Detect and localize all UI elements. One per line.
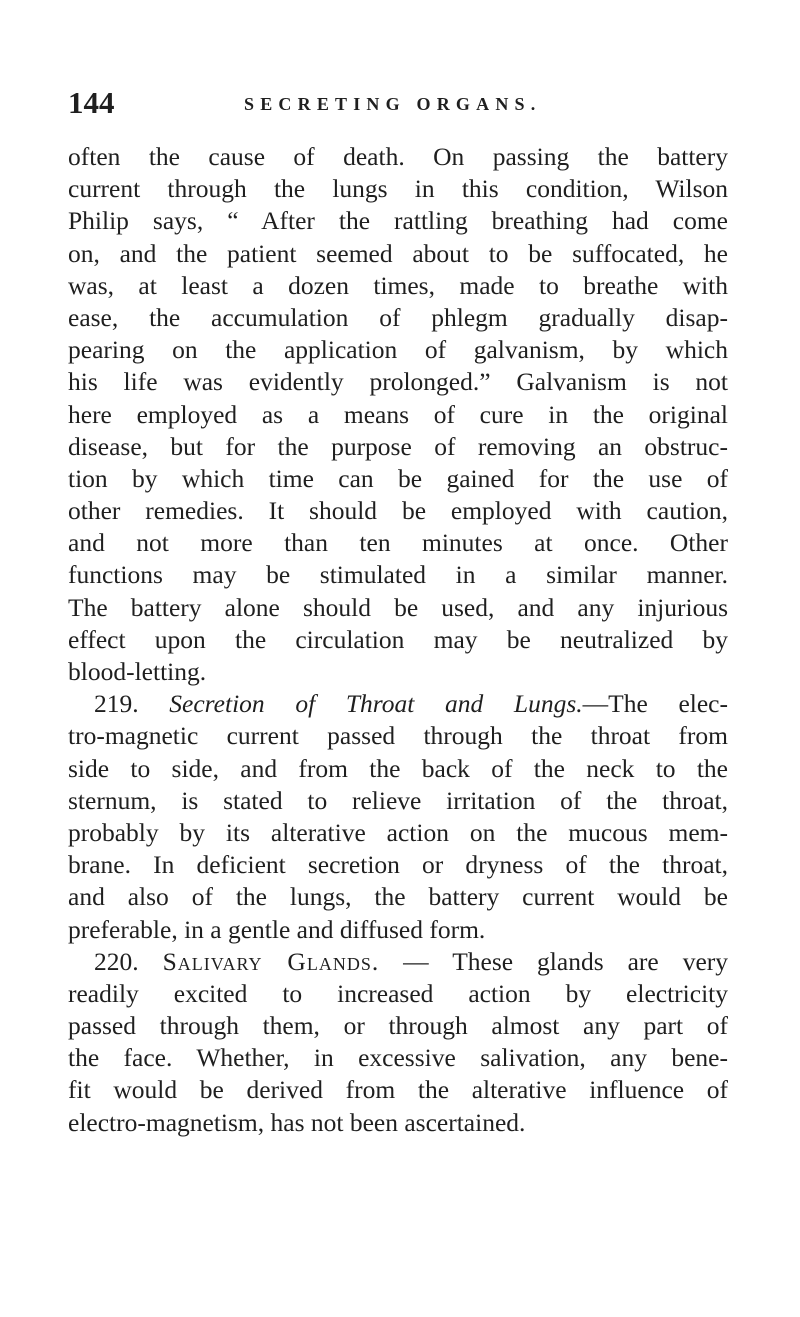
text-line: readily excited to increased action by electricity [68, 978, 728, 1008]
text-line: pearing on the application of galvanism, by which [68, 335, 728, 365]
text-line: electro-magnetism, has not been ascertained. [68, 1107, 526, 1137]
text-line: and also of the lungs, the battery current would be [68, 882, 728, 912]
section-220-number: 220. [94, 946, 139, 976]
text-line: disease, but for the purpose of removing an obstruc- [68, 431, 728, 461]
text-line: passed through them, or through almost any part of [68, 1011, 728, 1041]
text-line: effect upon the circulation may be neutralized by [68, 624, 728, 654]
text-line: brane. In deficient secretion or dryness of the throat, [68, 850, 728, 880]
text-line: Philip says, “ After the rattling breathing had come [68, 206, 728, 236]
text-line: tion by which time can be gained for the use of [68, 463, 728, 493]
section-219-dash: — [582, 689, 609, 719]
section-220-text: These glands are very [452, 946, 729, 976]
section-220-title: Salivary Glands. [162, 946, 380, 976]
running-title: SECRETING ORGANS. [244, 94, 542, 114]
text-line: other remedies. It should be employed with caution, [68, 496, 728, 526]
section-219-text: The elec- [608, 689, 728, 719]
text-line: The battery alone should be used, and any injurious [68, 592, 728, 622]
text-line: the face. Whether, in excessive salivation, any bene- [68, 1043, 728, 1073]
text-line: probably by its alterative action on the mucous mem- [68, 817, 728, 847]
text-line: blood-letting. [68, 657, 207, 686]
section-220-dash: — [379, 946, 453, 976]
text-line: often the cause of death. On passing the battery [68, 142, 728, 171]
text-line: tro-magnetic current passed through the throat from [68, 721, 728, 751]
section-219-number: 219. [94, 689, 139, 719]
text-line: and not more than ten minutes at once. Other [68, 528, 728, 558]
section-220-heading-line [68, 946, 728, 978]
text-line: functions may be stimulated in a similar manner. [68, 560, 728, 590]
text-line: current through the lungs in this condition, Wilson [68, 174, 728, 204]
text-line: here employed as a means of cure in the original [68, 399, 728, 429]
text-line: on, and the patient seemed about to be suffocated, he [68, 238, 728, 268]
section-219-title: Secretion of Throat and Lungs. [169, 689, 583, 719]
text-line: side to side, and from the back of the neck to the [68, 753, 728, 783]
text-line: fit would be derived from the alterative influence of [68, 1075, 728, 1105]
page-number: 144 [68, 85, 115, 120]
running-head [68, 83, 768, 127]
text-line: his life was evidently prolonged.” Galvanism is not [68, 367, 728, 397]
text-line: was, at least a dozen times, made to breathe with [68, 270, 728, 300]
text-line: preferable, in a gentle and diffused form. [68, 914, 486, 944]
body-text [68, 141, 728, 1139]
text-line: sternum, is stated to relieve irritation of the throat, [68, 785, 728, 815]
text-line: ease, the accumulation of phlegm gradually disap- [68, 302, 728, 332]
section-219-heading-line [68, 688, 728, 720]
